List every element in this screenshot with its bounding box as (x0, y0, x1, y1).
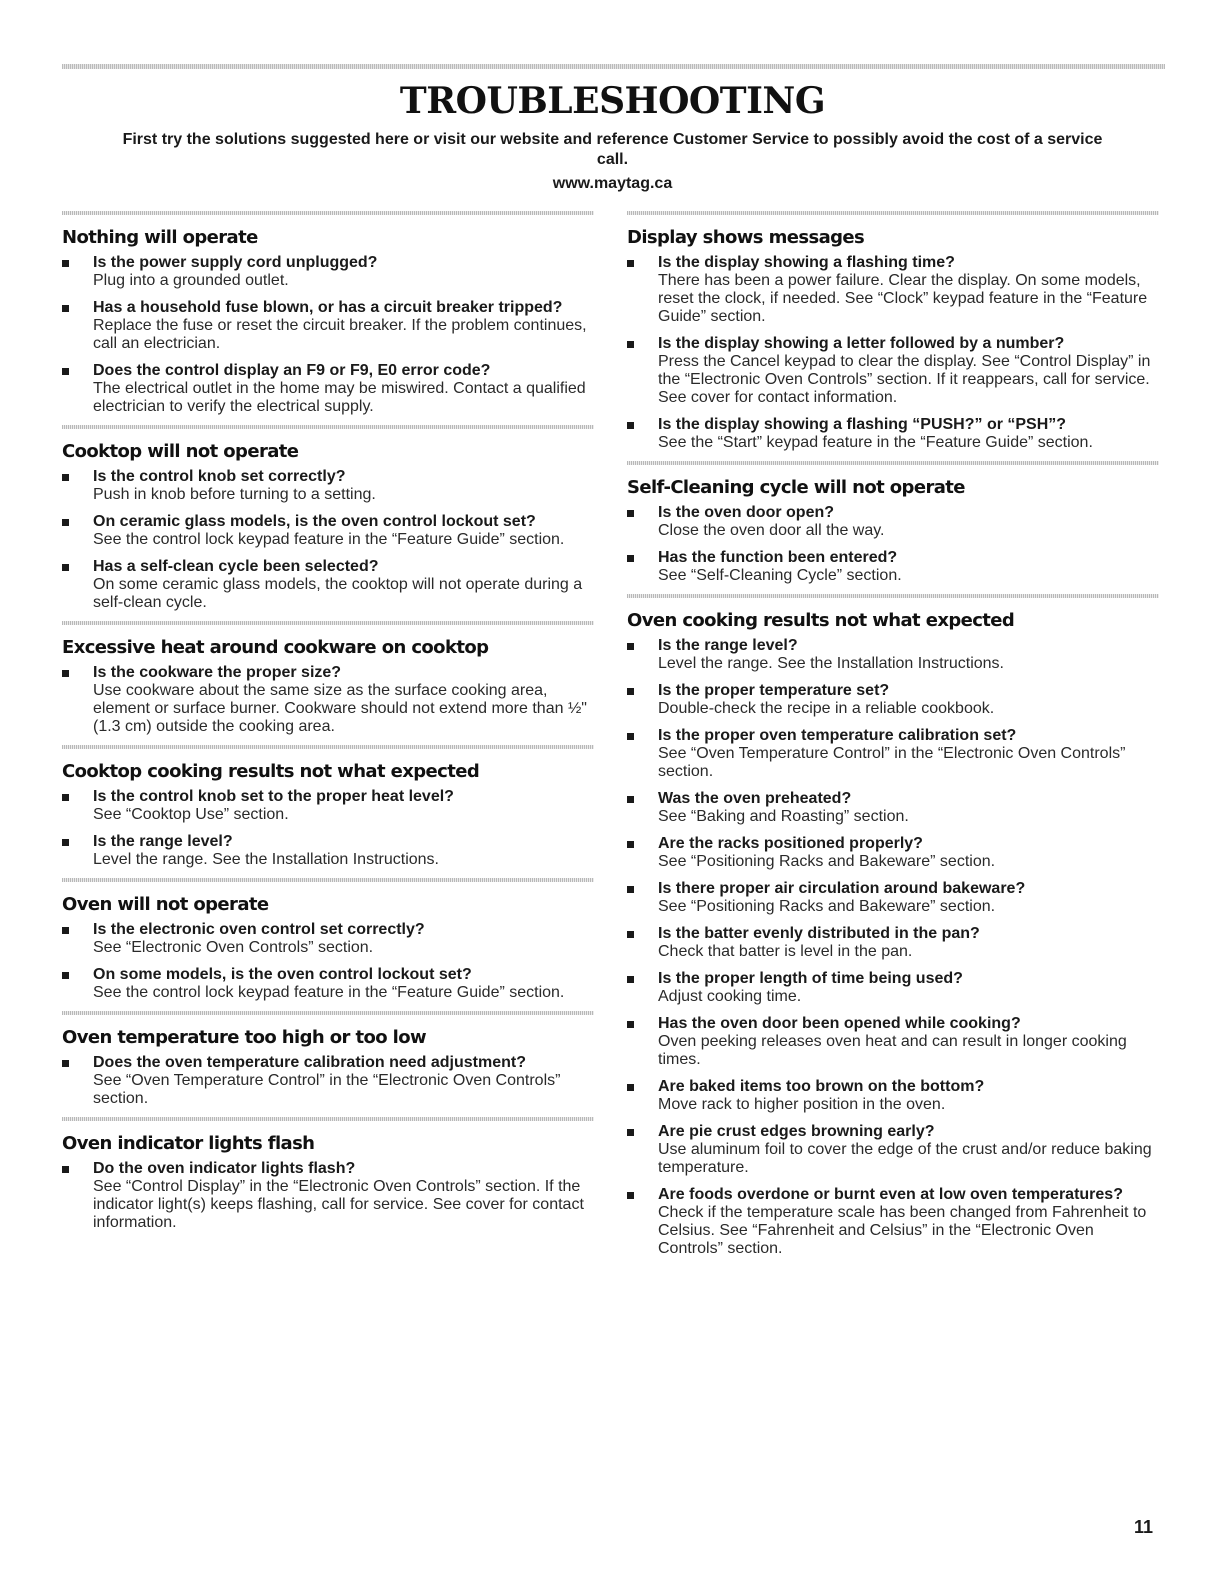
question-text: Are baked items too brown on the bottom? (658, 1078, 985, 1095)
answer-text: Replace the fuse or reset the circuit breaker. If the problem continues, call an electrician. (93, 317, 587, 352)
square-bullet-icon (62, 368, 69, 375)
troubleshooting-item (627, 727, 1159, 781)
square-bullet-icon (627, 1084, 634, 1091)
square-bullet-icon (62, 474, 69, 481)
troubleshooting-item (62, 299, 594, 353)
answer-text: See “Cooktop Use” section. (93, 806, 289, 823)
page-number: 11 (1133, 1517, 1153, 1537)
section-divider (62, 745, 594, 749)
troubleshooting-item (62, 966, 594, 1002)
answer-text: Level the range. See the Installation Instructions. (658, 655, 1004, 672)
question-text: On some models, is the oven control lockout set? (93, 966, 472, 983)
square-bullet-icon (62, 972, 69, 979)
square-bullet-icon (62, 670, 69, 677)
troubleshooting-item (62, 468, 594, 504)
troubleshooting-item (62, 833, 594, 869)
square-bullet-icon (627, 733, 634, 740)
question-text: Is there proper air circulation around bakeware? (658, 880, 1026, 897)
square-bullet-icon (627, 1192, 634, 1199)
troubleshooting-section (627, 211, 1159, 452)
answer-text: Move rack to higher position in the oven. (658, 1096, 946, 1113)
troubleshooting-item (62, 254, 594, 290)
section-title: Display shows messages (627, 227, 865, 248)
section-divider (62, 1011, 594, 1015)
square-bullet-icon (62, 927, 69, 934)
troubleshooting-section (62, 1011, 594, 1108)
answer-text: On some ceramic glass models, the cooktop will not operate during a self-clean cycle. (93, 576, 583, 611)
answer-text: See the control lock keypad feature in the “Feature Guide” section. (93, 984, 565, 1001)
answer-text: Push in knob before turning to a setting. (93, 486, 376, 503)
section-title: Oven temperature too high or too low (62, 1027, 427, 1048)
section-divider (62, 425, 594, 429)
question-text: Is the proper length of time being used? (658, 970, 963, 987)
troubleshooting-item (62, 1054, 594, 1108)
right-column (627, 211, 1159, 1267)
question-text: Are the racks positioned properly? (658, 835, 923, 852)
question-text: Is the display showing a flashing time? (658, 254, 955, 271)
answer-text: There has been a power failure. Clear the display. On some models, reset the clock, if needed. See “Clock” keypad feature in the “Feature Guide” section. (658, 272, 1148, 325)
answer-text: Plug into a grounded outlet. (93, 272, 289, 289)
answer-text: See the control lock keypad feature in the “Feature Guide” section. (93, 531, 565, 548)
question-text: Does the oven temperature calibration need adjustment? (93, 1054, 526, 1071)
troubleshooting-section (627, 461, 1159, 585)
answer-text: See “Self-Cleaning Cycle” section. (658, 567, 902, 584)
website-url: www.maytag.ca (552, 175, 673, 192)
troubleshooting-item (62, 664, 594, 736)
section-title: Oven cooking results not what expected (627, 610, 1015, 631)
question-text: Is the proper temperature set? (658, 682, 890, 699)
troubleshooting-item (627, 835, 1159, 871)
header-rule (62, 64, 1165, 69)
answer-text: Close the oven door all the way. (658, 522, 885, 539)
troubleshooting-item (627, 682, 1159, 718)
answer-text: See “Control Display” in the “Electronic Oven Controls” section. If the indicator light(s) keeps flashing, call for service. See cover for contact information. (93, 1178, 584, 1231)
square-bullet-icon (62, 305, 69, 312)
troubleshooting-section (62, 745, 594, 869)
troubleshooting-item (62, 1160, 594, 1232)
troubleshooting-item (627, 1123, 1159, 1177)
section-title: Oven will not operate (62, 894, 269, 915)
troubleshooting-item (627, 254, 1159, 326)
troubleshooting-section (62, 878, 594, 1002)
answer-text: See “Oven Temperature Control” in the “Electronic Oven Controls” section. (93, 1072, 561, 1107)
square-bullet-icon (627, 796, 634, 803)
left-column (62, 211, 594, 1241)
question-text: Is the control knob set to the proper heat level? (93, 788, 454, 805)
answer-text: Use aluminum foil to cover the edge of the crust and/or reduce baking temperature. (658, 1141, 1152, 1176)
answer-text: See “Baking and Roasting” section. (658, 808, 909, 825)
square-bullet-icon (627, 886, 634, 893)
troubleshooting-item (62, 513, 594, 549)
question-text: On ceramic glass models, is the oven control lockout set? (93, 513, 536, 530)
square-bullet-icon (62, 519, 69, 526)
question-text: Is the batter evenly distributed in the pan? (658, 925, 980, 942)
troubleshooting-item (627, 970, 1159, 1006)
troubleshooting-section (62, 1117, 594, 1232)
troubleshooting-item (62, 921, 594, 957)
section-title: Cooktop cooking results not what expected (62, 761, 480, 782)
question-text: Is the range level? (658, 637, 798, 654)
section-title: Cooktop will not operate (62, 441, 299, 462)
square-bullet-icon (627, 341, 634, 348)
answer-text: The electrical outlet in the home may be miswired. Contact a qualified electrician to verify the electrical supply. (93, 380, 586, 415)
question-text: Is the range level? (93, 833, 233, 850)
question-text: Do the oven indicator lights flash? (93, 1160, 356, 1177)
troubleshooting-item (627, 549, 1159, 585)
troubleshooting-section (627, 594, 1159, 1258)
troubleshooting-item (627, 1015, 1159, 1069)
troubleshooting-section (62, 621, 594, 736)
square-bullet-icon (62, 564, 69, 571)
answer-text: Level the range. See the Installation Instructions. (93, 851, 439, 868)
answer-text: See “Positioning Racks and Bakeware” section. (658, 898, 996, 915)
square-bullet-icon (627, 841, 634, 848)
section-divider (62, 211, 594, 215)
square-bullet-icon (62, 794, 69, 801)
troubleshooting-item (627, 880, 1159, 916)
question-text: Is the proper oven temperature calibration set? (658, 727, 1017, 744)
question-text: Are pie crust edges browning early? (658, 1123, 935, 1140)
troubleshooting-item (62, 362, 594, 416)
question-text: Has the oven door been opened while cooking? (658, 1015, 1021, 1032)
question-text: Is the electronic oven control set correctly? (93, 921, 425, 938)
square-bullet-icon (627, 643, 634, 650)
troubleshooting-item (62, 788, 594, 824)
question-text: Was the oven preheated? (658, 790, 852, 807)
question-text: Has a self-clean cycle been selected? (93, 558, 379, 575)
troubleshooting-item (627, 504, 1159, 540)
square-bullet-icon (627, 976, 634, 983)
answer-text: See “Oven Temperature Control” in the “Electronic Oven Controls” section. (658, 745, 1126, 780)
section-title: Oven indicator lights flash (62, 1133, 315, 1154)
answer-text: Double-check the recipe in a reliable cookbook. (658, 700, 995, 717)
question-text: Is the power supply cord unplugged? (93, 254, 378, 271)
answer-text: Check that batter is level in the pan. (658, 943, 913, 960)
answer-text: Adjust cooking time. (658, 988, 802, 1005)
square-bullet-icon (627, 422, 634, 429)
square-bullet-icon (627, 260, 634, 267)
section-divider (627, 594, 1159, 598)
troubleshooting-item (627, 637, 1159, 673)
section-title: Excessive heat around cookware on cooktop (62, 637, 489, 658)
answer-text: See “Positioning Racks and Bakeware” section. (658, 853, 996, 870)
troubleshooting-item (627, 416, 1159, 452)
square-bullet-icon (62, 1060, 69, 1067)
section-title: Self-Cleaning cycle will not operate (627, 477, 965, 498)
question-text: Has a household fuse blown, or has a circuit breaker tripped? (93, 299, 563, 316)
section-divider (62, 878, 594, 882)
section-title: Nothing will operate (62, 227, 258, 248)
square-bullet-icon (627, 1021, 634, 1028)
question-text: Is the control knob set correctly? (93, 468, 346, 485)
question-text: Is the display showing a flashing “PUSH?” or “PSH”? (658, 416, 1067, 433)
question-text: Does the control display an F9 or F9, E0 error code? (93, 362, 491, 379)
section-divider (627, 211, 1159, 215)
answer-text: See “Electronic Oven Controls” section. (93, 939, 374, 956)
troubleshooting-section (62, 211, 594, 416)
square-bullet-icon (627, 1129, 634, 1136)
square-bullet-icon (627, 931, 634, 938)
troubleshooting-item (627, 790, 1159, 826)
intro-text: First try the solutions suggested here or visit our website and reference Customer Service to possibly avoid the cost of a service call. (122, 131, 1103, 168)
square-bullet-icon (627, 510, 634, 517)
troubleshooting-item (627, 925, 1159, 961)
page-title: TROUBLESHOOTING (399, 80, 826, 122)
question-text: Has the function been entered? (658, 549, 898, 566)
troubleshooting-section (62, 425, 594, 612)
answer-text: Oven peeking releases oven heat and can result in longer cooking times. (658, 1033, 1127, 1068)
troubleshooting-item (627, 335, 1159, 407)
section-divider (62, 1117, 594, 1121)
question-text: Is the oven door open? (658, 504, 835, 521)
question-text: Is the display showing a letter followed by a number? (658, 335, 1065, 352)
answer-text: See the “Start” keypad feature in the “Feature Guide” section. (658, 434, 1093, 451)
square-bullet-icon (62, 839, 69, 846)
square-bullet-icon (627, 688, 634, 695)
answer-text: Press the Cancel keypad to clear the display. See “Control Display” in the “Electronic Oven Controls” section. If it reappears, call for service. See cover for contact information. (658, 353, 1151, 406)
question-text: Is the cookware the proper size? (93, 664, 342, 681)
section-divider (62, 621, 594, 625)
troubleshooting-item (627, 1078, 1159, 1114)
question-text: Are foods overdone or burnt even at low oven temperatures? (658, 1186, 1123, 1203)
square-bullet-icon (62, 1166, 69, 1173)
answer-text: Use cookware about the same size as the surface cooking area, element or surface burner. Cookware should not extend more than ½" (1.3 cm) outside the cooking area. (93, 682, 587, 735)
troubleshooting-item (627, 1186, 1159, 1258)
section-divider (627, 461, 1159, 465)
answer-text: Check if the temperature scale has been changed from Fahrenheit to Celsius. See “Fahrenheit and Celsius” in the “Electronic Oven Controls” section. (658, 1204, 1147, 1257)
troubleshooting-item (62, 558, 594, 612)
square-bullet-icon (62, 260, 69, 267)
square-bullet-icon (627, 555, 634, 562)
